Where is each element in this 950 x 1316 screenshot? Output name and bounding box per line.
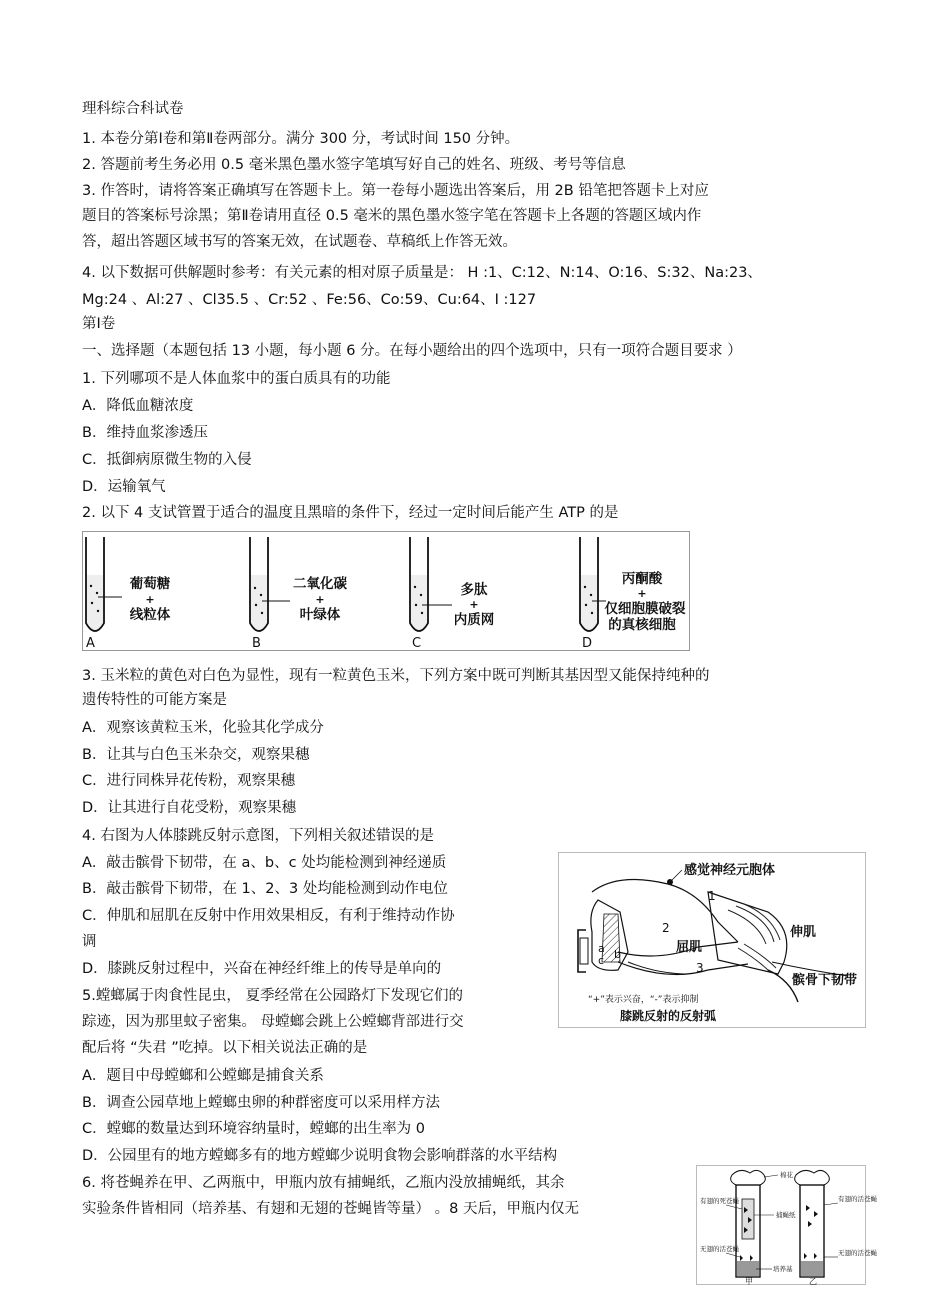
instruction-line: 3. 作答时，请将答案正确填写在答题卡上。第一卷每小题选出答案后，用 2B 铅笔把答题卡上对应: [82, 183, 709, 199]
knee-jerk-reflex-figure: [558, 852, 866, 1028]
tube-b-line2: 叶绿体: [299, 607, 341, 623]
tube-c-line2: 内质网: [453, 612, 495, 628]
q5-stem-cont: 踪迹，因为那里蚊子密集。 母螳螂会跳上公螳螂背部进行交: [82, 1014, 464, 1030]
tube-d-line3: 的真核细胞: [608, 617, 676, 633]
exam-title: 理科综合科试卷: [82, 101, 184, 117]
label-sensory-neuron: 感觉神经元胞体: [684, 863, 776, 878]
q2-stem: 2. 以下 4 支试管置于适合的温度且黑暗的条件下，经过一定时间后能产生 ATP 的是: [82, 505, 619, 521]
q1-option-d: D．运输氧气: [82, 479, 166, 495]
q4-option-d: D．膝跳反射过程中，兴奋在神经纤维上的传导是单向的: [82, 961, 442, 977]
label-extensor: 伸肌: [790, 925, 817, 940]
tube-c-line1: 多肽: [460, 582, 488, 598]
q2-test-tubes-figure: [82, 531, 690, 651]
tube-d-line1: 丙酮酸: [621, 571, 663, 587]
label-let-b: b: [614, 948, 621, 961]
tube-c: [410, 537, 452, 631]
instruction-line: 题目的答案标号涂黑；第Ⅱ卷请用直径 0.5 毫米的黑色墨水签字笔在答题卡上各题的答题区域内作: [82, 208, 702, 224]
tube-b-plus: +: [315, 593, 325, 606]
instruction-line: 2. 答题前考生务必用 0.5 毫米黑色墨水签字笔填写好自己的姓名、班级、考号等信息: [82, 157, 626, 173]
figure-caption: 膝跳反射的反射弧: [620, 1009, 717, 1023]
tube-a-line1: 葡萄糖: [129, 576, 171, 592]
label-winged-live: 有翅的活苍蝇: [838, 1195, 877, 1203]
q5-option-c: C．螳螂的数量达到环境容纳量时，螳螂的出生率为 0: [82, 1121, 425, 1137]
q1-option-b: B．维持血浆渗透压: [82, 425, 208, 441]
label-flexor: 屈肌: [676, 940, 703, 955]
q3-option-c: C．进行同株异花传粉，观察果穗: [82, 773, 296, 789]
q5-stem-cont: 配后将 “失君 ”吃掉。以下相关说法正确的是: [82, 1040, 368, 1056]
part-title: 第Ⅰ卷: [82, 316, 116, 332]
tube-c-plus: +: [469, 598, 479, 611]
figure-legend: “+”表示兴奋，“-”表示抑制: [588, 995, 699, 1005]
q5-option-b: B．调查公园草地上螳螂虫卵的种群密度可以采用样方法: [82, 1095, 440, 1111]
q3-option-a: A．观察该黄粒玉米，化验其化学成分: [82, 720, 324, 736]
q1-option-a: A．降低血糖浓度: [82, 398, 194, 414]
instruction-line: 4. 以下数据可供解题时参考：有关元素的相对原子质量是： H :1、C:12、N:14、O:16、S:32、Na:23、: [82, 265, 762, 281]
tube-d-line2: 仅细胞膜破裂: [604, 601, 686, 617]
label-num-2: 2: [662, 921, 670, 935]
tube-c-letter: C: [412, 636, 422, 651]
label-wingless-left: 无翅的活苍蝇: [700, 1245, 739, 1253]
tube-b: [250, 537, 290, 631]
tube-a-line2: 线粒体: [129, 607, 171, 623]
tube-a: [86, 537, 122, 631]
q5-option-a: A．题目中母螳螂和公螳螂是捕食关系: [82, 1068, 324, 1084]
q1-stem: 1. 下列哪项不是人体血浆中的蛋白质具有的功能: [82, 371, 391, 387]
fly-bottles-figure: [696, 1165, 877, 1286]
label-let-c: c: [598, 954, 605, 967]
instruction-line: Mg:24 、Al:27 、Cl35.5 、Cr:52 、Fe:56、Co:59、Cu:64、I :127: [82, 292, 537, 308]
q3-option-d: D．让其进行自花受粉，观察果穗: [82, 800, 297, 816]
instruction-line: 1. 本卷分第Ⅰ卷和第Ⅱ卷两部分。满分 300 分，考试时间 150 分钟。: [82, 131, 520, 147]
q5-stem: 5.螳螂属于肉食性昆虫， 夏季经常在公园路灯下发现它们的: [82, 988, 463, 1004]
q6-stem: 6. 将苍蝇养在甲、乙两瓶中，甲瓶内放有捕蝇纸，乙瓶内没放捕蝇纸，其余: [82, 1175, 565, 1191]
tube-b-line1: 二氧化碳: [293, 576, 347, 592]
q4-option-a: A．敲击髌骨下韧带，在 a、b、c 处均能检测到神经递质: [82, 855, 447, 871]
q4-option-b: B．敲击髌骨下韧带，在 1、2、3 处均能检测到动作电位: [82, 881, 448, 897]
tube-a-plus: +: [145, 593, 155, 606]
label-gauze: 棉花: [780, 1171, 793, 1179]
label-jia: 甲: [745, 1277, 753, 1286]
bottle-yi: [795, 1170, 830, 1277]
q1-option-c: C．抵御病原微生物的入侵: [82, 452, 252, 468]
instruction-line: 答，超出答题区域书写的答案无效，在试题卷、草稿纸上作答无效。: [82, 234, 517, 250]
q4-option-c: C．伸肌和屈肌在反射中作用效果相反，有利于维持动作协: [82, 908, 455, 924]
section-title: 一、选择题（本题包括 13 小题，每小题 6 分。在每小题给出的四个选项中，只有一项符合题目要求 ）: [82, 343, 742, 359]
label-yi: 乙: [809, 1277, 817, 1286]
q3-stem: 3. 玉米粒的黄色对白色为显性，现有一粒黄色玉米，下列方案中既可判断其基因型又能保持纯种的: [82, 668, 710, 684]
tube-d: [580, 537, 606, 631]
q3-stem-cont: 遗传特性的可能方案是: [82, 692, 227, 708]
q4-option-c-cont: 调: [82, 934, 97, 950]
label-patellar-tendon: 髌骨下韧带: [792, 973, 858, 988]
label-winged-dead: 有翅的死苍蝇: [700, 1197, 739, 1205]
tube-b-letter: B: [252, 636, 261, 651]
q5-option-d: D．公园里有的地方螳螂多有的地方螳螂少说明食物会影响群落的水平结构: [82, 1148, 558, 1164]
label-fly-paper: 捕蝇纸: [776, 1211, 796, 1219]
tube-d-letter: D: [582, 636, 593, 651]
label-let-a: a: [598, 942, 605, 955]
q4-stem: 4. 右图为人体膝跳反射示意图，下列相关叙述错误的是: [82, 828, 434, 844]
label-medium: 培养基: [773, 1265, 793, 1273]
label-wingless-right: 无翅的活苍蝇: [838, 1249, 877, 1257]
q6-stem-cont: 实验条件皆相同（培养基、有翅和无翅的苍蝇皆等量） 。8 天后，甲瓶内仅无: [82, 1201, 579, 1217]
tube-d-plus: +: [637, 587, 647, 600]
label-num-1: 1: [708, 889, 716, 903]
bottle-jia: [731, 1170, 766, 1277]
label-num-3: 3: [696, 961, 704, 975]
q3-option-b: B．让其与白色玉米杂交，观察果穗: [82, 747, 310, 763]
tube-a-letter: A: [86, 636, 95, 651]
